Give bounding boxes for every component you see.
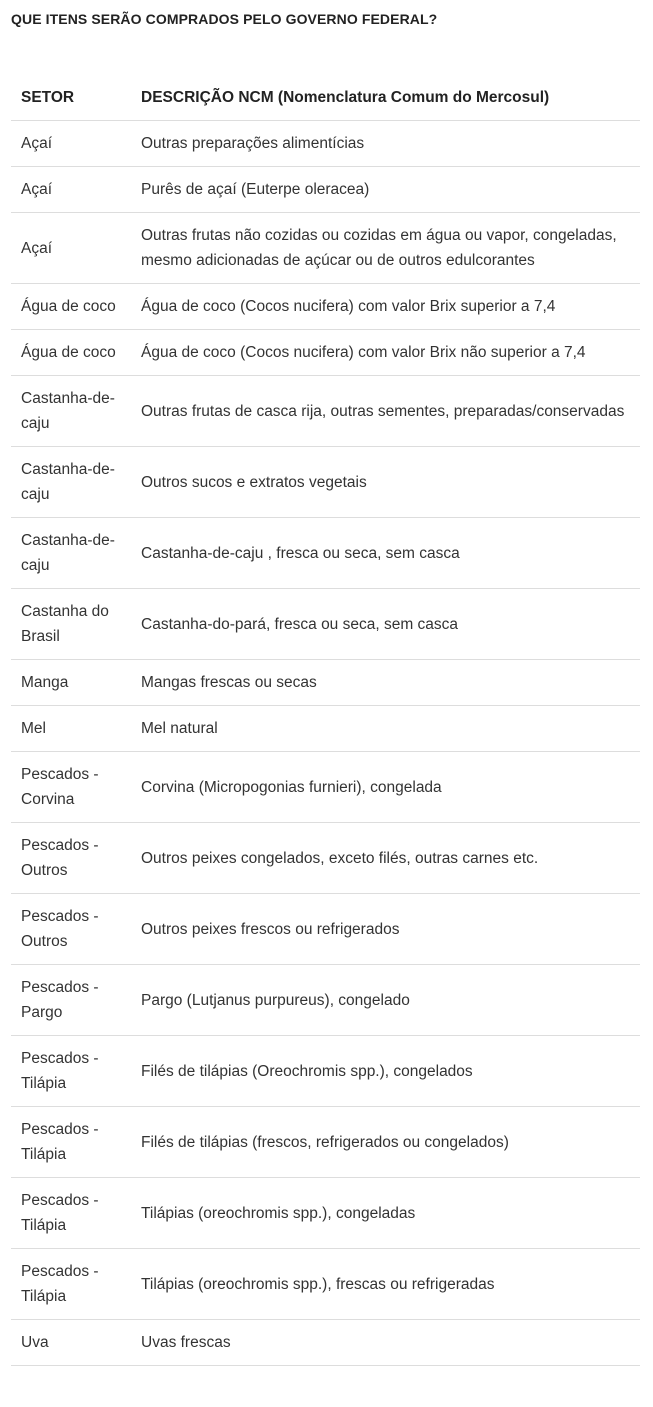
- table-row: [11, 213, 640, 284]
- table-row: [11, 447, 640, 518]
- table-body: [11, 121, 640, 1366]
- cell-setor: Pescados - Tilápia: [11, 1036, 131, 1107]
- cell-setor: Água de coco: [11, 330, 131, 376]
- cell-descricao: Mangas frescas ou secas: [131, 660, 640, 706]
- table-row: [11, 1320, 640, 1366]
- cell-descricao: Outras frutas de casca rija, outras sementes, preparadas/conservadas: [131, 376, 640, 447]
- cell-setor: Castanha-de-caju: [11, 376, 131, 447]
- cell-setor: Pescados - Tilápia: [11, 1249, 131, 1320]
- cell-descricao: Castanha-do-pará, fresca ou seca, sem casca: [131, 589, 640, 660]
- cell-setor: Castanha do Brasil: [11, 589, 131, 660]
- cell-descricao: Corvina (Micropogonias furnieri), congelada: [131, 752, 640, 823]
- cell-setor: Pescados - Outros: [11, 894, 131, 965]
- cell-setor: Manga: [11, 660, 131, 706]
- cell-descricao: Outros sucos e extratos vegetais: [131, 447, 640, 518]
- cell-setor: Pescados - Outros: [11, 823, 131, 894]
- table-row: [11, 894, 640, 965]
- table-row: [11, 589, 640, 660]
- cell-descricao: Tilápias (oreochromis spp.), congeladas: [131, 1178, 640, 1249]
- table-row: [11, 1178, 640, 1249]
- items-table: [11, 74, 640, 1366]
- cell-descricao: Uvas frescas: [131, 1320, 640, 1366]
- table-row: [11, 1249, 640, 1320]
- column-header-descricao: DESCRIÇÃO NCM (Nomenclatura Comum do Mercosul): [131, 74, 640, 121]
- cell-setor: Pescados - Corvina: [11, 752, 131, 823]
- cell-descricao: Filés de tilápias (frescos, refrigerados ou congelados): [131, 1107, 640, 1178]
- table-row: [11, 284, 640, 330]
- cell-descricao: Outras frutas não cozidas ou cozidas em água ou vapor, congeladas, mesmo adicionadas de açúcar ou de outros edulcorantes: [131, 213, 640, 284]
- section-title: QUE ITENS SERÃO COMPRADOS PELO GOVERNO FEDERAL?: [11, 11, 438, 27]
- cell-descricao: Castanha-de-caju , fresca ou seca, sem casca: [131, 518, 640, 589]
- cell-descricao: Purês de açaí (Euterpe oleracea): [131, 167, 640, 213]
- cell-descricao: Tilápias (oreochromis spp.), frescas ou refrigeradas: [131, 1249, 640, 1320]
- table-row: [11, 167, 640, 213]
- table-row: [11, 121, 640, 167]
- cell-descricao: Água de coco (Cocos nucifera) com valor Brix superior a 7,4: [131, 284, 640, 330]
- cell-descricao: Água de coco (Cocos nucifera) com valor Brix não superior a 7,4: [131, 330, 640, 376]
- table-row: [11, 376, 640, 447]
- table-row: [11, 1036, 640, 1107]
- cell-setor: Açaí: [11, 121, 131, 167]
- cell-setor: Uva: [11, 1320, 131, 1366]
- table-row: [11, 330, 640, 376]
- table-row: [11, 823, 640, 894]
- table-row: [11, 706, 640, 752]
- cell-setor: Pescados - Tilápia: [11, 1178, 131, 1249]
- table-row: [11, 660, 640, 706]
- cell-setor: Pescados - Tilápia: [11, 1107, 131, 1178]
- cell-descricao: Pargo (Lutjanus purpureus), congelado: [131, 965, 640, 1036]
- column-header-setor: SETOR: [11, 74, 131, 121]
- cell-descricao: Mel natural: [131, 706, 640, 752]
- table-row: [11, 1107, 640, 1178]
- cell-descricao: Outros peixes frescos ou refrigerados: [131, 894, 640, 965]
- cell-setor: Açaí: [11, 213, 131, 284]
- cell-setor: Castanha-de-caju: [11, 518, 131, 589]
- cell-descricao: Outras preparações alimentícias: [131, 121, 640, 167]
- table-row: [11, 752, 640, 823]
- table-header-row: [11, 74, 640, 121]
- cell-setor: Pescados - Pargo: [11, 965, 131, 1036]
- cell-descricao: Filés de tilápias (Oreochromis spp.), congelados: [131, 1036, 640, 1107]
- cell-setor: Água de coco: [11, 284, 131, 330]
- table-row: [11, 965, 640, 1036]
- cell-setor: Castanha-de-caju: [11, 447, 131, 518]
- table-row: [11, 518, 640, 589]
- cell-setor: Mel: [11, 706, 131, 752]
- cell-descricao: Outros peixes congelados, exceto filés, outras carnes etc.: [131, 823, 640, 894]
- cell-setor: Açaí: [11, 167, 131, 213]
